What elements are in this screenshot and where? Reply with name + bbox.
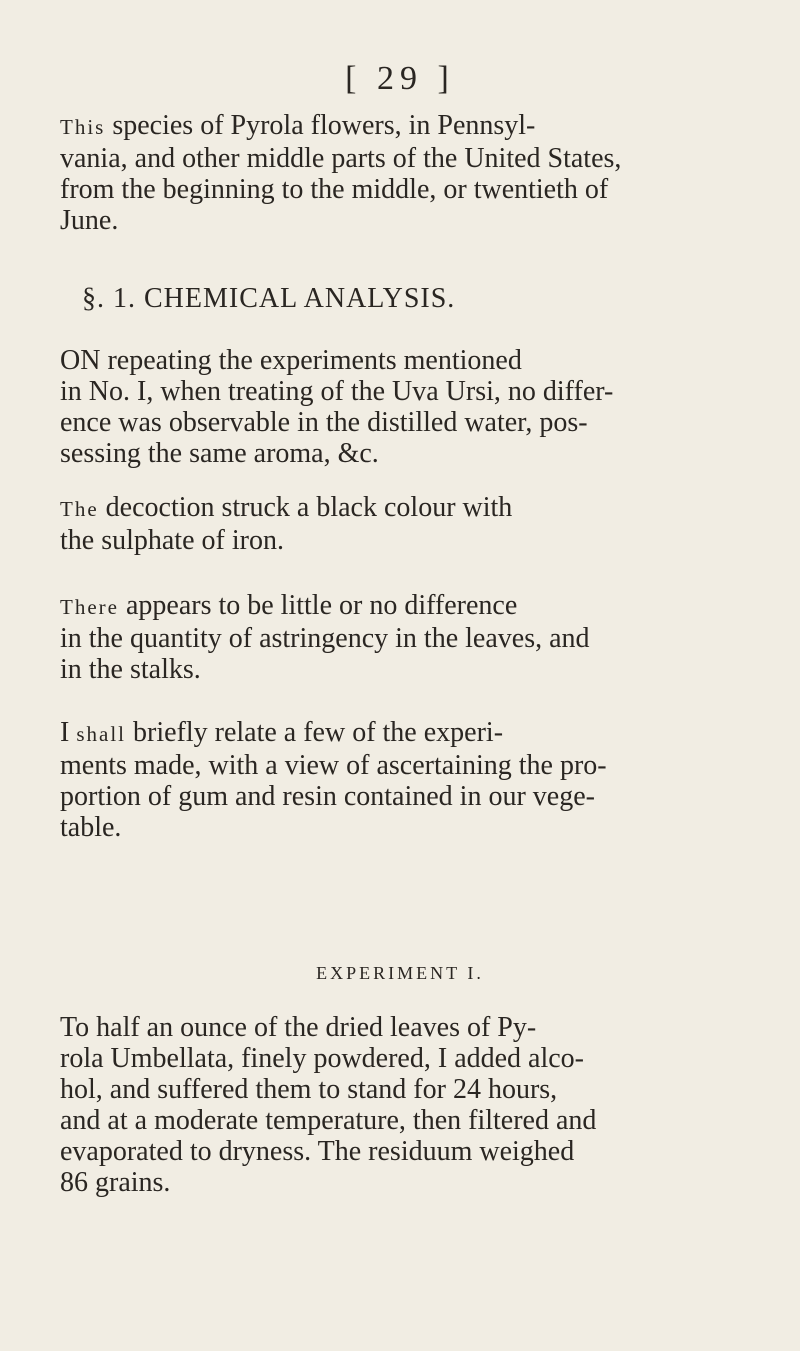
text-fragment: appears to be little or no difference [118,590,518,621]
text-line: ON repeating the experiments mentioned [60,345,522,376]
text-line: in the stalks. [60,654,201,685]
text-fragment: I [60,717,77,748]
text-line: To half an ounce of the dried leaves of Py- [60,1012,537,1043]
paragraph-repeating-experiments [60,345,720,469]
text-line: table. [60,812,122,843]
text-line [60,492,720,525]
text-line: rola Umbellata, finely powdered, I added alco- [60,1043,585,1074]
text-line: June. [60,205,119,236]
small-caps-lead: The [60,497,99,521]
experiment-heading: EXPERIMENT I. [316,963,484,983]
text-fragment: briefly relate a few of the experi- [126,717,504,748]
text-line: 86 grains. [60,1167,171,1198]
paragraph-decoction [60,492,720,556]
text-fragment: species of Pyrola flowers, in Pennsyl- [105,110,536,141]
text-line: in the quantity of astringency in the leaves, and [60,623,590,654]
small-caps-lead: This [60,115,106,139]
text-line: ments made, with a view of ascertaining the pro- [60,750,607,781]
text-line: and at a moderate temperature, then filtered and [60,1105,597,1136]
text-line [60,590,720,623]
text-fragment: decoction struck a black colour with [98,492,513,523]
small-caps-lead: shall [76,722,126,746]
text-line: from the beginning to the middle, or twentieth of [60,174,609,205]
paragraph-astringency [60,590,720,685]
text-line: evaporated to dryness. The residuum weighed [60,1136,575,1167]
section-heading: §. 1. CHEMICAL ANALYSIS. [82,283,456,314]
text-line: the sulphate of iron. [60,525,284,556]
small-caps-lead: There [60,595,119,619]
page-number: [ 29 ] [345,60,455,97]
text-line: sessing the same aroma, &c. [60,438,379,469]
text-line: ence was observable in the distilled water, pos- [60,407,588,438]
text-line: hol, and suffered them to stand for 24 hours, [60,1074,558,1105]
text-line: vania, and other middle parts of the United States, [60,143,622,174]
paragraph-experiment-one [60,1012,720,1198]
text-line [60,717,720,750]
text-line: portion of gum and resin contained in our vege- [60,781,595,812]
paragraph-experiments-intro [60,717,720,843]
text-line: in No. I, when treating of the Uva Ursi, no differ- [60,376,614,407]
intro-paragraph [60,110,720,236]
text-line [60,110,720,143]
